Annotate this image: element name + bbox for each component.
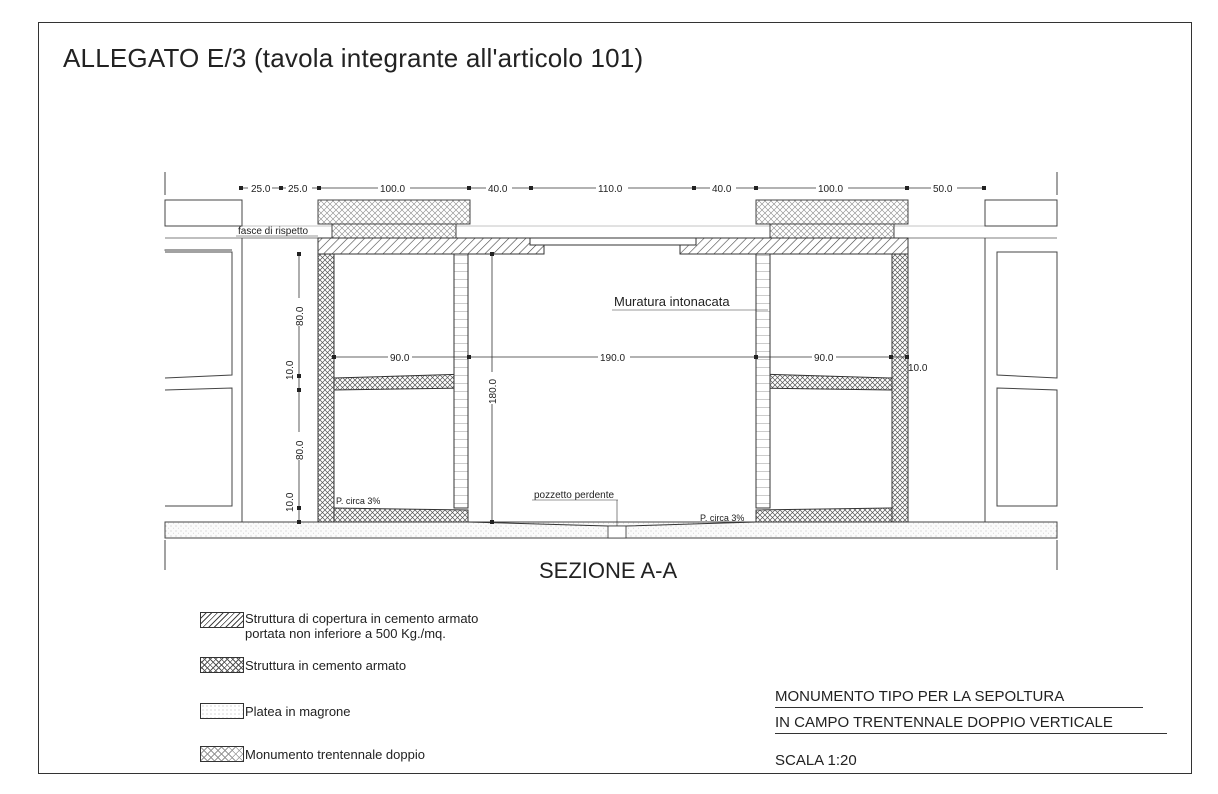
legend-item-monument: Monumento trentennale doppio (245, 747, 425, 762)
structure-right (756, 254, 908, 522)
title-block-scale: SCALA 1:20 (775, 752, 857, 769)
svg-text:fasce di rispetto: fasce di rispetto (238, 226, 309, 237)
monument-left (318, 200, 470, 238)
slope-label-left: P. circa 3% (336, 496, 381, 506)
section-title: SEZIONE A-A (539, 558, 678, 583)
dim-top-1: 25.0 (251, 184, 271, 195)
dim-middle-slab: 10.0 (285, 360, 296, 380)
callout-muratura (612, 294, 768, 310)
legend-item-platea: Platea in magrone (245, 704, 351, 719)
dim-top-7: 100.0 (818, 184, 844, 195)
svg-text:pozzetto perdente: pozzetto perdente (534, 490, 615, 501)
legend-swatch-covering (200, 612, 244, 628)
drain-sump (608, 526, 626, 538)
dim-top-5: 110.0 (598, 184, 623, 195)
legend-swatch-monument (200, 746, 244, 762)
slope-label-right: P. circa 3% (700, 513, 745, 523)
covering-slab (318, 238, 908, 254)
legend-swatch-structure (200, 657, 244, 673)
dim-bottom-slab: 10.0 (285, 492, 296, 512)
neighbour-right (985, 200, 1057, 522)
center-height-dimension (485, 252, 499, 524)
callout-pozzetto (532, 490, 618, 526)
legend-item-structure: Struttura in cemento armato (245, 658, 407, 673)
title-block-line2: IN CAMPO TRENTENNALE DOPPIO VERTICALE (775, 714, 1167, 734)
masonry-left (454, 254, 468, 508)
dim-lower-height: 80.0 (295, 440, 306, 460)
dim-total-height: 180.0 (488, 378, 499, 404)
svg-text:Muratura intonacata: Muratura intonacata (614, 294, 730, 309)
title-block-line1: MONUMENTO TIPO PER LA SEPOLTURA (775, 688, 1143, 708)
neighbour-left (165, 200, 242, 522)
top-dimension-chain (239, 182, 986, 195)
dim-top-2: 25.0 (288, 184, 308, 195)
dim-top-3: 100.0 (380, 184, 406, 195)
left-height-dimensions (285, 252, 306, 524)
structure-left (318, 254, 468, 522)
callout-fasce (236, 226, 318, 237)
masonry-right (756, 254, 770, 508)
dim-right-slab: 10.0 (908, 363, 928, 374)
dim-top-6: 40.0 (712, 184, 732, 195)
dim-upper-height: 80.0 (295, 306, 306, 326)
dim-left-width: 90.0 (390, 353, 410, 364)
dim-top-8: 50.0 (933, 184, 953, 195)
legend-item-covering: Struttura di copertura in cemento armato portata non inferiore a 500 Kg./mq. (245, 611, 479, 641)
page-title: ALLEGATO E/3 (tavola integrante all'articolo 101) (63, 43, 644, 73)
dim-right-width: 90.0 (814, 353, 834, 364)
monument-right (756, 200, 908, 238)
inner-width-dimensions (332, 351, 928, 374)
dim-center-width: 190.0 (600, 353, 626, 364)
legend-swatch-platea (200, 703, 244, 719)
dim-top-4: 40.0 (488, 184, 508, 195)
